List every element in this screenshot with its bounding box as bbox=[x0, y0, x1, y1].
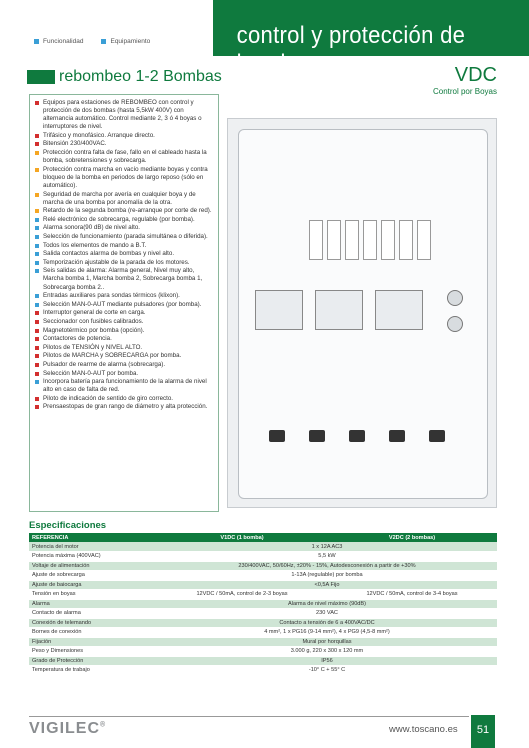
specs-row bbox=[29, 561, 497, 571]
page-title: control y protección de bombas bbox=[236, 22, 466, 77]
breaker bbox=[309, 220, 323, 260]
feature-item: Temporización ajustable de la parada de los motores. bbox=[35, 259, 213, 267]
cable-gland bbox=[429, 430, 445, 442]
feature-item: Equipos para estaciones de REBOMBEO con control y protección de dos bombas (hasta 5,5kW 400V) con alternancia automático. Control mediante 2, 3 ó 4 boyas o interruptores de nivel. bbox=[35, 99, 213, 131]
specs-value: 12VDC / 50mA, control de 3-4 boyas bbox=[327, 590, 497, 600]
cable-gland bbox=[309, 430, 325, 442]
feature-item: Incorpora batería para funcionamiento de la alarma de nivel alto en caso de falta de red. bbox=[35, 378, 213, 394]
registered-mark: ® bbox=[100, 721, 107, 729]
specs-row bbox=[29, 666, 497, 676]
specs-value: Mural por horquillas bbox=[157, 637, 497, 647]
square-icon bbox=[34, 39, 39, 44]
specs-header: REFERENCIA bbox=[29, 533, 157, 542]
feature-item: Protección contra marcha en vacío mediante boyas y contra bloqueo de la bomba en periodos de largo reposo (sólo en automático). bbox=[35, 166, 213, 190]
specs-value: 230 VAC bbox=[157, 609, 497, 619]
contactor bbox=[375, 290, 423, 330]
feature-item: Entradas auxiliares para sondas térmicos (klixon). bbox=[35, 292, 213, 300]
cable-gland bbox=[349, 430, 365, 442]
breaker bbox=[399, 220, 413, 260]
feature-item: Prensaestopas de gran rango de diámetro y alta protección. bbox=[35, 403, 213, 411]
feature-item: Seis salidas de alarma: Alarma general, Nivel muy alto, Marcha bomba 1, Marcha bomba 2, Sobrecarga bomba 1, Sobrecarga bomba 2.. bbox=[35, 267, 213, 291]
specs-row bbox=[29, 656, 497, 666]
feature-item: Pulsador de rearme de alarma (sobrecarga). bbox=[35, 361, 213, 369]
contactor bbox=[255, 290, 303, 330]
feature-item: Todos los elementos de mando a B.T. bbox=[35, 242, 213, 250]
specs-label: Fijación bbox=[29, 637, 157, 647]
specs-table bbox=[29, 533, 497, 676]
topnav-item-funcionalidad bbox=[34, 38, 83, 45]
specs-value: 4 mm², 1 x PG16 (9-14 mm²), 4 x PG9 (4,5-8 mm²) bbox=[157, 628, 497, 638]
feature-item: Pilotos de MARCHA y SOBRECARGA por bomba. bbox=[35, 352, 213, 360]
feature-item: Seguridad de marcha por avería en cualquier boya y de marcha de una bomba por anomalía de la otra. bbox=[35, 191, 213, 207]
breaker bbox=[345, 220, 359, 260]
topnav-label: Equipamiento bbox=[110, 38, 151, 45]
features-list bbox=[35, 99, 213, 411]
specs-value: 5,5 kW bbox=[157, 552, 497, 562]
potentiometer bbox=[447, 290, 463, 306]
topnav-item-equipamiento bbox=[101, 38, 150, 45]
specs-value: 1 x 12A AC3 bbox=[157, 542, 497, 552]
specs-header: V1DC (1 bomba) bbox=[157, 533, 327, 542]
cable-gland bbox=[389, 430, 405, 442]
vigilec-logo bbox=[29, 720, 106, 738]
feature-item: Contactores de potencia. bbox=[35, 335, 213, 343]
specs-label: Tensión en boyas bbox=[29, 590, 157, 600]
footer-url: www.toscano.es bbox=[389, 724, 458, 735]
feature-item: Interruptor general de corte en carga. bbox=[35, 309, 213, 317]
specs-row bbox=[29, 647, 497, 657]
feature-item: Protección contra falta de fase, fallo en el cableado hasta la bomba, sobretensiones y sobrecarga. bbox=[35, 149, 213, 165]
breaker bbox=[417, 220, 431, 260]
control-panel-photo bbox=[227, 118, 497, 508]
specs-value: Contacto a tensión de 6 a 400VAC/DC bbox=[157, 618, 497, 628]
specs-row bbox=[29, 542, 497, 552]
logo-text: VIGILEC bbox=[29, 720, 101, 737]
specs-label: Contacto de alarma bbox=[29, 609, 157, 619]
specs-value: 3.000 g, 220 x 300 x 120 mm bbox=[157, 647, 497, 657]
feature-item: Retardo de la segunda bomba (re-arranque por corte de red). bbox=[35, 207, 213, 215]
page-number: 51 bbox=[471, 715, 495, 748]
specs-row bbox=[29, 580, 497, 590]
top-nav bbox=[34, 38, 150, 45]
specs-value: Alarma de nivel máximo (90dB) bbox=[157, 599, 497, 609]
specs-label: Potencia máxima (400VAC) bbox=[29, 552, 157, 562]
specs-value: <0,5A Fijo bbox=[157, 580, 497, 590]
specs-row bbox=[29, 618, 497, 628]
section-title-text: rebombeo 1-2 Bombas bbox=[59, 68, 222, 85]
specs-value: IP56 bbox=[157, 656, 497, 666]
footer-divider bbox=[29, 716, 469, 717]
breaker bbox=[381, 220, 395, 260]
specs-row bbox=[29, 552, 497, 562]
specs-row bbox=[29, 628, 497, 638]
feature-item: Trifásico y monofásico. Arranque directo. bbox=[35, 132, 213, 140]
feature-item: Selección MAN-0-AUT por bomba. bbox=[35, 370, 213, 378]
feature-item: Bitensión 230/400VAC. bbox=[35, 140, 213, 148]
cable-gland bbox=[269, 430, 285, 442]
model-code: VDC bbox=[454, 64, 497, 86]
specs-label: Voltaje de alimentación bbox=[29, 561, 157, 571]
specs-label: Peso y Dimensiones bbox=[29, 647, 157, 657]
square-icon bbox=[101, 39, 106, 44]
model-subtitle: Control por Boyas bbox=[432, 87, 497, 96]
specs-value: 230/400VAC, 50/60Hz, ±20% - 15%, Autodesconexión a partir de +30% bbox=[157, 561, 497, 571]
specs-title: Especificaciones bbox=[29, 520, 107, 531]
specs-row bbox=[29, 599, 497, 609]
section-title bbox=[27, 68, 222, 86]
specs-header: V2DC (2 bombas) bbox=[327, 533, 497, 542]
specs-value: 1-13A (regulable) por bomba bbox=[157, 571, 497, 581]
specs-value: 12VDC / 50mA, control de 2-3 boyas bbox=[157, 590, 327, 600]
specs-row bbox=[29, 571, 497, 581]
feature-item: Seccionador con fusibles calibrados. bbox=[35, 318, 213, 326]
specs-label: Grado de Protección bbox=[29, 656, 157, 666]
enclosure bbox=[238, 129, 488, 499]
specs-label: Ajuste de sobrecarga bbox=[29, 571, 157, 581]
specs-label: Bornes de conexión bbox=[29, 628, 157, 638]
contactor bbox=[315, 290, 363, 330]
topnav-label: Funcionalidad bbox=[43, 38, 84, 45]
feature-item: Alarma sonora(90 dB) de nivel alto. bbox=[35, 224, 213, 232]
specs-label: Ajuste de baiocarga bbox=[29, 580, 157, 590]
specs-label: Potencia del motor bbox=[29, 542, 157, 552]
specs-header-row bbox=[29, 533, 497, 542]
model-block bbox=[433, 64, 497, 96]
feature-item: Relé electrónico de sobrecarga, regulable (por bomba). bbox=[35, 216, 213, 224]
specs-row bbox=[29, 590, 497, 600]
specs-value: -10° C + 55° C bbox=[157, 666, 497, 676]
specs-label: Conexión de telemando bbox=[29, 618, 157, 628]
specs-row bbox=[29, 637, 497, 647]
feature-item: Selección de funcionamiento (parada simultánea o diferida). bbox=[35, 233, 213, 241]
specs-row bbox=[29, 609, 497, 619]
breaker bbox=[363, 220, 377, 260]
breaker bbox=[327, 220, 341, 260]
specs-label: Temperatura de trabajo bbox=[29, 666, 157, 676]
feature-item: Salida contactos alarma de bombas y nivel alto. bbox=[35, 250, 213, 258]
specs-label: Alarma bbox=[29, 599, 157, 609]
features-box bbox=[29, 94, 219, 512]
feature-item: Piloto de indicación de sentido de giro correcto. bbox=[35, 395, 213, 403]
potentiometer bbox=[447, 316, 463, 332]
feature-item: Selección MAN-0-AUT mediante pulsadores (por bomba). bbox=[35, 301, 213, 309]
feature-item: Magnetotérmico por bomba (opción). bbox=[35, 327, 213, 335]
section-marker bbox=[27, 70, 55, 84]
feature-item: Pilotos de TENSIÓN y NIVEL ALTO. bbox=[35, 344, 213, 352]
